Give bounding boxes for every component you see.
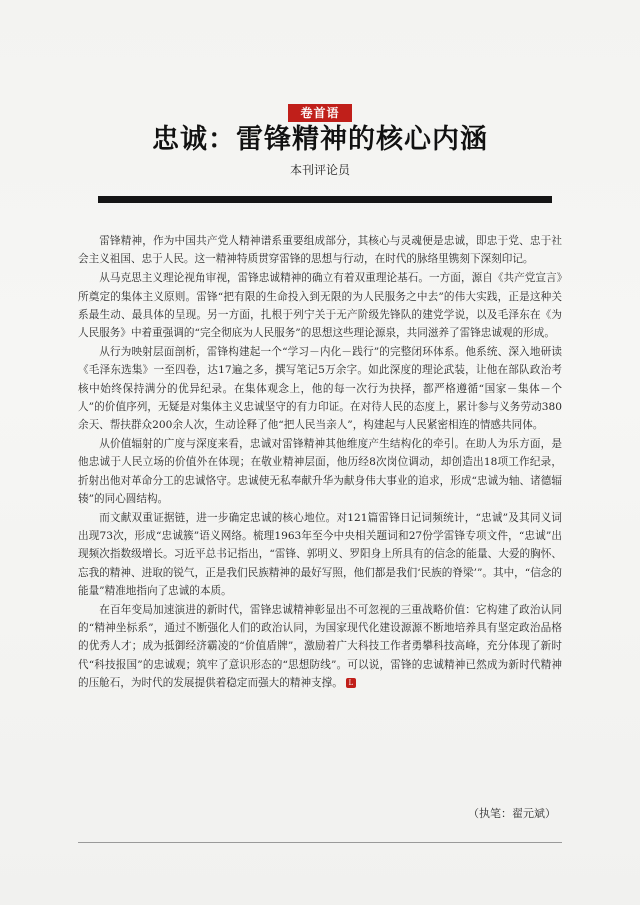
paragraph: 从行为映射层面剖析，雷锋构建起一个“学习－内化－践行”的完整闭环体系。他系统、深入地研读《毛泽东选集》一至四卷，达17遍之多，撰写笔记5万余字。如此深度的理论武装，让他在部队政治考核中始终保持满分的优异纪录。在集体观念上，他的每一次行为抉择，都严格遵循“国家－集体－个人”的价值序列，无疑是对集体主义忠诚坚守的有力印证。在对待人民的态度上，累计参与义务劳动380余天、帮扶群众200余人次，生动诠释了他“把人民当亲人”，构建起与人民紧密相连的情感共同体。 [78,346,562,432]
byline: 本刊评论员 [289,163,350,177]
title-divider [98,196,552,203]
paragraph: 雷锋精神，作为中国共产党人精神谱系重要组成部分，其核心与灵魂便是忠诚，即忠于党、忠于社会主义祖国、忠于人民。这一精神特质贯穿雷锋的思想与行动，在时代的脉络里镌刻下深刻印记。 [78,235,562,266]
footer-divider [78,842,562,843]
page-title: 忠诚：雷锋精神的核心内涵 [152,124,488,155]
paragraph: 从价值辐射的广度与深度来看，忠诚对雷锋精神其他维度产生结构化的牵引。在助人为乐方面，是他忠诚于人民立场的价值外在体现；在敬业精神层面，他历经8次岗位调动，却创造出18项工作纪录，折射出他对革命分工的忠诚恪守。忠诚使无私奉献升华为献身伟大事业的追求，形成“忠诚为轴、诸德辐辏”的同心圆结构。 [78,438,562,505]
article-body [78,232,562,693]
end-mark-icon: L [346,678,356,688]
paragraph: 而文献双重证据链，进一步确定忠诚的核心地位。对121篇雷锋日记词频统计，“忠诚”及其同义词出现73次，形成“忠诚簇”语义网络。梳理1963年至今中央相关题词和27份学雷锋专项文件，“忠诚”出现频次指数级增长。习近平总书记指出，“雷锋、郭明义、罗阳身上所具有的信念的能量、大爱的胸怀、忘我的精神、进取的锐气，正是我们民族精神的最好写照，他们都是我们‘民族的脊梁’”。其中，“信念的能量”精准地指向了忠诚的本质。 [78,512,562,597]
author-credit: （执笔：翟元斌） [468,807,556,820]
paragraph-text: 在百年变局加速演进的新时代，雷锋忠诚精神彰显出不可忽视的三重战略价值：它构建了政治认同的“精神坐标系”，通过不断强化人们的政治认同，为国家现代化建设源源不断地培养具有坚定政治品格的优秀人才；成为抵御经济霸凌的“价值盾牌”，激励着广大科技工作者勇攀科技高峰，充分体现了新时代“科技报国”的忠诚观；筑牢了意识形态的“思想防线”。可以说，雷锋的忠诚精神已然成为新时代精神的压舱石，为时代的发展提供着稳定而强大的精神支撑。 [78,604,562,689]
paragraph [78,601,562,692]
paragraph: 从马克思主义理论视角审视，雷锋忠诚精神的确立有着双重理论基石。一方面，源自《共产党宣言》所奠定的集体主义原则。雷锋“把有限的生命投入到无限的为人民服务之中去”的伟大实践，正是这种关系最生动、最具体的呈现。另一方面，扎根于列宁关于无产阶级先锋队的建党学说，以及毛泽东在《为人民服务》中着重强调的“完全彻底为人民服务”的思想这些理论源泉，共同滋养了雷锋忠诚观的形成。 [78,272,562,340]
column-tag: 卷首语 [288,104,352,122]
